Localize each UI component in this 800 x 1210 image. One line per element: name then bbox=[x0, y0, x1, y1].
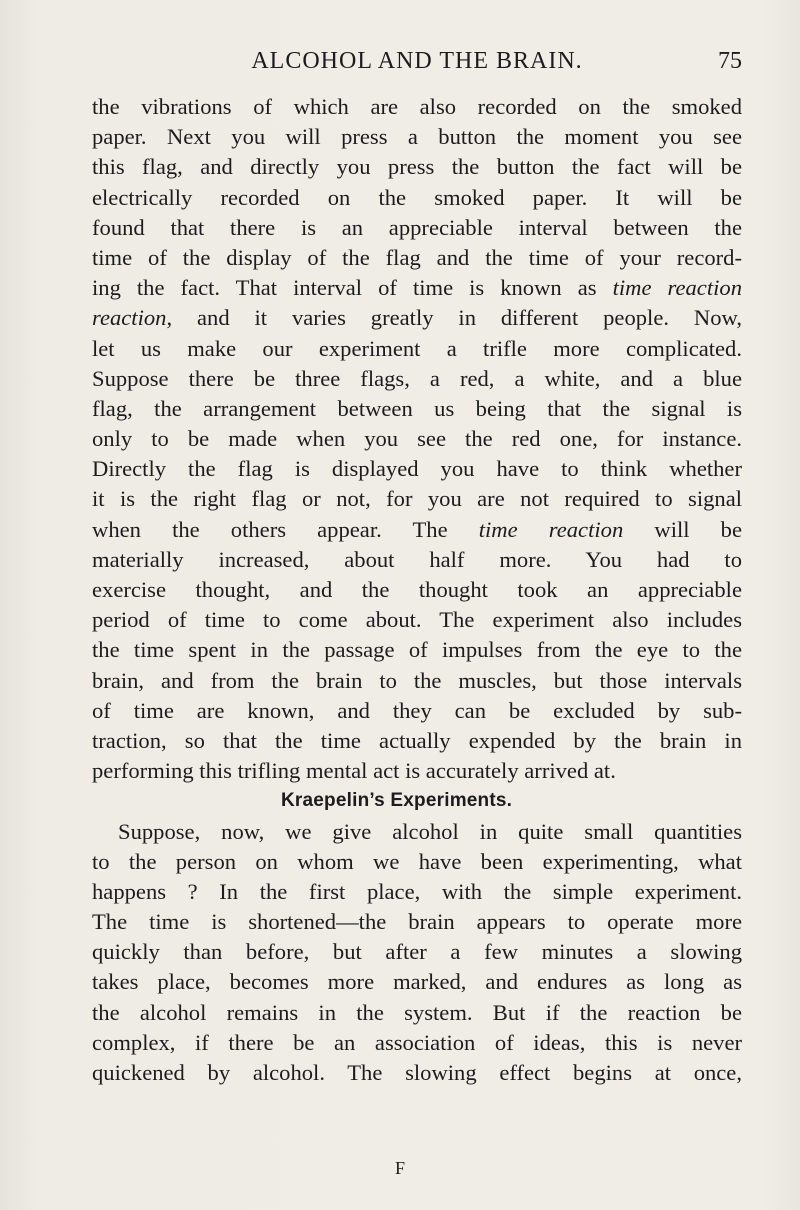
text-segment: and it varies greatly in different people. Now, bbox=[197, 305, 742, 331]
text-line: the alcohol remains in the system. But if the reaction be bbox=[92, 999, 742, 1025]
text-line: the time spent in the passage of impulses from the eye to the bbox=[92, 637, 742, 663]
text-line: Suppose there be three flags, a red, a white, and a blue bbox=[92, 365, 742, 391]
text-segment: ing the fact. That interval of time is known as bbox=[92, 275, 597, 301]
text-line: traction, so that the time actually expended by the brain in bbox=[92, 727, 742, 753]
signature-mark: F bbox=[394, 1158, 405, 1178]
italic-term: reaction bbox=[92, 305, 167, 331]
text-line: performing this trifling mental act is accurately arrived at. bbox=[92, 758, 616, 784]
text-line bbox=[92, 515, 742, 545]
text-line: it is the right flag or not, for you are not required to signal bbox=[92, 486, 742, 512]
text-line bbox=[92, 273, 742, 303]
running-head bbox=[92, 44, 742, 78]
text-line: Suppose, now, we give alcohol in quite small quantities bbox=[118, 818, 742, 844]
text-line: reaction, and it varies greatly in different people. Now, bbox=[92, 305, 742, 331]
text-line: found that there is an appreciable interval between the bbox=[92, 214, 742, 240]
text-line: this flag, and directly you press the button the fact will be bbox=[92, 154, 742, 180]
section-heading: Kraepelin’s Experiments. bbox=[281, 790, 513, 812]
text-segment: when the others appear. The bbox=[92, 516, 448, 542]
text-line: let us make our experiment a trifle more complicated. bbox=[92, 335, 742, 361]
text-line: of time are known, and they can be excluded by sub- bbox=[92, 697, 742, 723]
text-line: only to be made when you see the red one, for instance. bbox=[92, 426, 742, 452]
text-line: flag, the arrangement between us being that the signal is bbox=[92, 395, 742, 421]
text-line: to the person on whom we have been experimenting, what bbox=[92, 848, 742, 874]
italic-term: time reaction bbox=[612, 275, 742, 301]
text-line: materially increased, about half more. You had to bbox=[92, 546, 742, 572]
text-line: takes place, becomes more marked, and endures as long as bbox=[92, 969, 742, 995]
text-line: quickened by alcohol. The slowing effect begins at once, bbox=[92, 1060, 742, 1085]
running-title: ALCOHOL AND THE BRAIN. bbox=[251, 48, 583, 74]
text-line: exercise thought, and the thought took an appreciable bbox=[92, 577, 742, 602]
text-line: happens ? In the first place, with the simple experiment. bbox=[92, 878, 742, 904]
text-line: quickly than before, but after a few minutes a slowing bbox=[92, 939, 742, 965]
text-line: Directly the flag is displayed you have to think whether bbox=[92, 456, 742, 482]
text-line: complex, if there be an association of ideas, this is never bbox=[92, 1029, 742, 1055]
text-segment: will be bbox=[654, 516, 742, 542]
text-line: paper. Next you will press a button the moment you see bbox=[92, 124, 742, 150]
text-line: The time is shortened—the brain appears to operate more bbox=[92, 909, 742, 935]
text-line: period of time to come about. The experiment also includes bbox=[92, 607, 742, 633]
text-line: brain, and from the brain to the muscles, but those intervals bbox=[92, 667, 742, 693]
text-line: electrically recorded on the smoked paper. It will be bbox=[92, 184, 742, 210]
italic-term: time reaction bbox=[478, 516, 624, 542]
text-line: time of the display of the flag and the time of your record- bbox=[92, 244, 742, 270]
body-text bbox=[92, 92, 742, 1088]
text-line: the vibrations of which are also recorded on the smoked bbox=[92, 94, 742, 119]
page-number: 75 bbox=[718, 48, 742, 74]
